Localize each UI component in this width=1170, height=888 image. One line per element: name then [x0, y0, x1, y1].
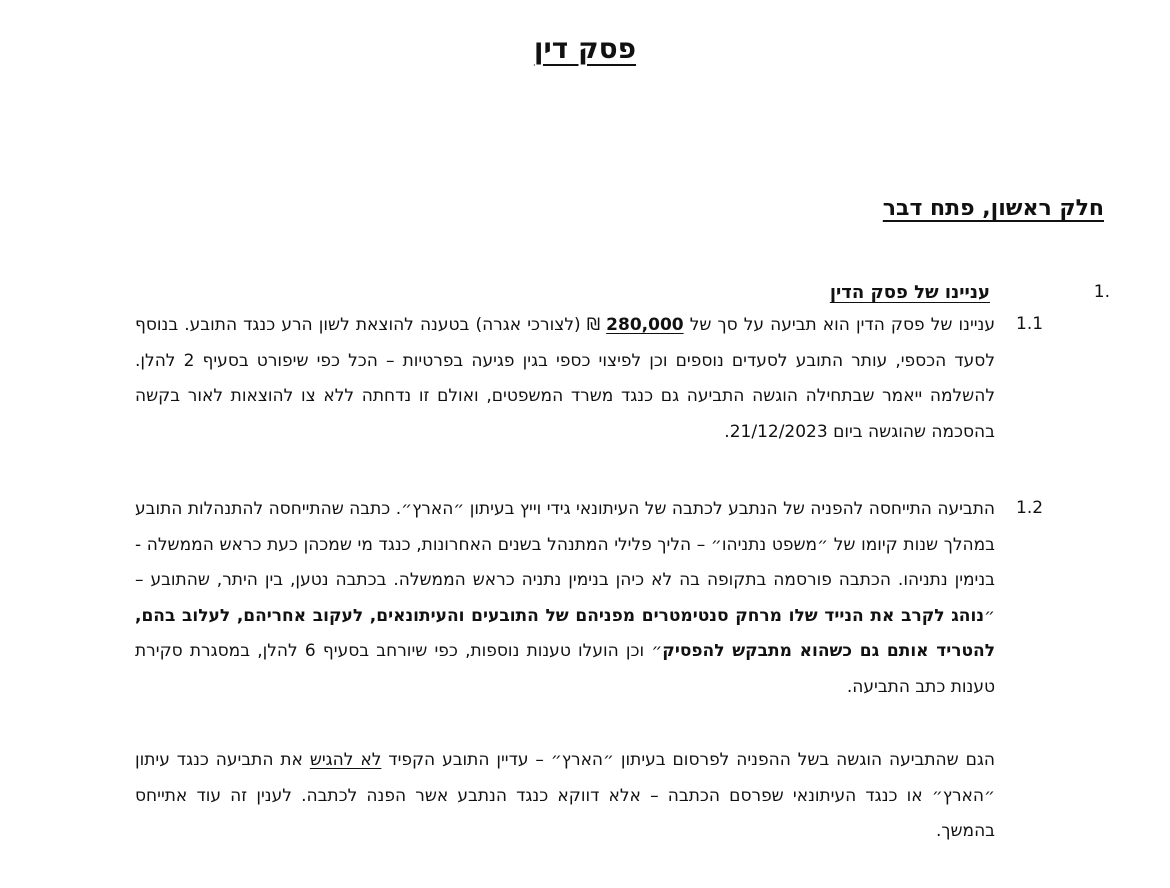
item-1-2-p2-tail: את התביעה כנגד עיתון ״הארץ״ או כנגד העיתונאי שפרסם הכתבה – אלא דווקא כנגד הנתבע אשר הפנה לכתבה. לענין זה עוד אתייחס בהמשך.: [135, 750, 995, 842]
item-1-2-lead: התביעה התייחסה להפניה של הנתבע לכתבה של העיתונאי גידי וייץ בעיתון ״הארץ״. כתבה שהתייחסה להתנהלות התובע במהלך שנות קיומו של ״משפט נתניהו״ – הליך פלילי המתנהל בשנים האחרונות, כנגד מי שמכהן כעת כראש הממשלה - בנימין נתניהו. הכתבה פורסמה בתקופה בה לא כיהן בנימין נתניה כראש הממשלה. בכתבה נטען, בין היתר, שהתובע – ״: [135, 499, 995, 626]
part-heading: חלק ראשון, פתח דבר: [882, 196, 1104, 221]
item-paragraph-1-1: [135, 308, 995, 450]
section-number: 1.: [1093, 282, 1110, 302]
item-paragraph-1-2-continued: [135, 743, 995, 850]
item-1-2-p2-lead: הגם שהתביעה הוגשה בשל ההפניה לפרסום בעיתון ״הארץ״ – עדיין התובע הקפיד: [381, 750, 995, 770]
bold-quote: נוהג לקרב את הנייד שלו מרחק סנטימטרים מפניהם של התובעים והעיתונאים, לעקוב אחריהם, לעלוב בהם, להטריד אותם גם כשהוא מתבקש להפסיק: [135, 605, 995, 662]
underlined-phrase: לא להגיש: [309, 750, 382, 770]
currency-symbol: ₪: [580, 315, 607, 335]
item-1-1-lead: עניינו של פסק הדין הוא תביעה על סך של: [683, 315, 996, 335]
item-paragraph-1-2: [135, 492, 995, 706]
item-number-1-2: 1.2: [1016, 498, 1044, 518]
item-1-1-body: (לצורכי אגרה) בטענה להוצאת לשון הרע כנגד התובע. בנוסף לסעד הכספי, עותר התובע לסעדים נוספים וכן לפיצוי כספי בגין פגיעה בפרטיות – הכל כפי שיפורט בסעיף 2 להלן. להשלמה ייאמר שבתחילה הוגשה התביעה גם כנגד משרד המשפטים, ואולם זו נדחתה ללא צו להוצאות לאור בקשה בהסכמה שהוגשה ביום 21/12/2023.: [135, 315, 995, 442]
item-1-2-tail: ״ וכן הועלו טענות נוספות, כפי שיורחב בסעיף 6 להלן, במסגרת סקירת טענות כתב התביעה.: [135, 641, 995, 697]
section-heading: עניינו של פסק הדין: [829, 282, 990, 303]
document-title: פסק דין: [533, 32, 637, 65]
claim-amount: 280,000: [606, 315, 684, 335]
item-number-1-1: 1.1: [1016, 314, 1044, 334]
